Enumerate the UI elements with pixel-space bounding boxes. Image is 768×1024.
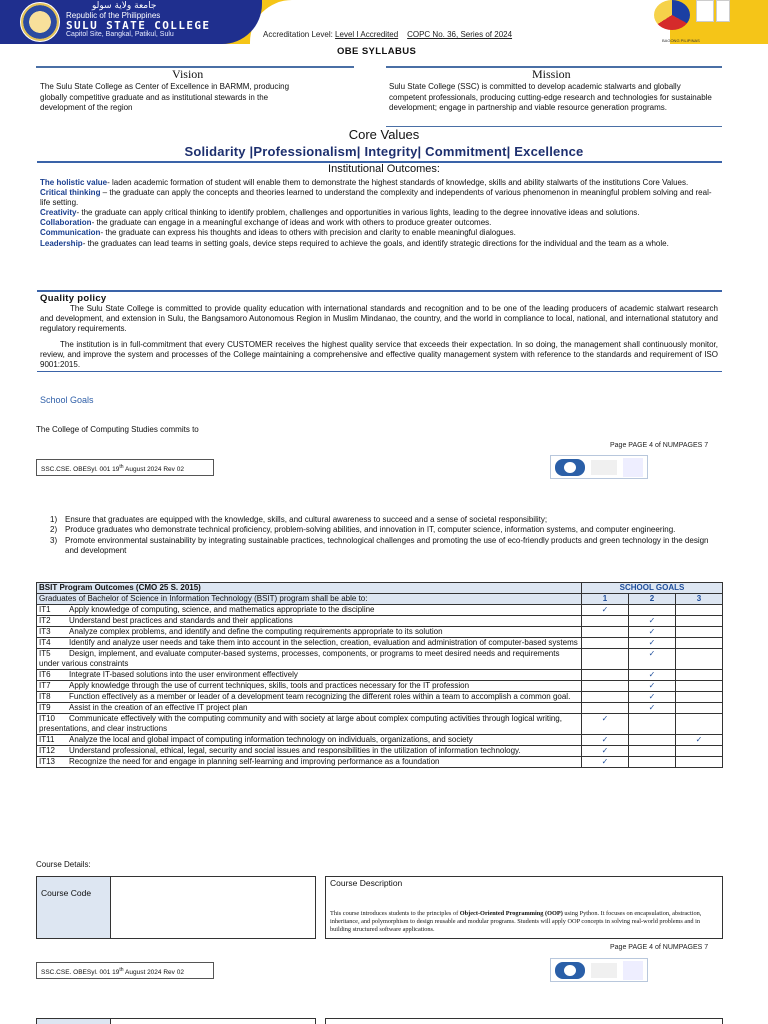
outcome-cell	[37, 735, 582, 746]
outcome-cell	[37, 605, 582, 616]
course-details-label: Course Details:	[36, 860, 91, 869]
goal-3-check	[676, 670, 723, 681]
outcome-cell	[37, 703, 582, 714]
outcome-code: IT11	[39, 735, 55, 744]
outcome-item	[40, 239, 720, 249]
certification-logos	[550, 455, 648, 479]
outcome-code: IT5	[39, 649, 51, 658]
next-page-label-cell	[37, 1019, 111, 1024]
goal-3-check	[676, 692, 723, 703]
table-row	[37, 703, 723, 714]
outcome-cell	[37, 627, 582, 638]
partner-logos	[654, 0, 750, 36]
arabic-name: جامعة ولاية سولو	[92, 1, 157, 11]
school-goals-header: SCHOOL GOALS	[582, 583, 723, 594]
goal-col-3: 3	[676, 594, 723, 605]
goal-1-check	[582, 692, 629, 703]
copc-number: COPC No. 36, Series of 2024	[407, 30, 513, 39]
outcome-code: IT6	[39, 670, 51, 679]
accreditation-prefix: Accreditation Level:	[263, 30, 336, 39]
quality-policy-paragraph-1: The Sulu State College is committed to provide quality education with international standards and recognition and to be one of the leading producers of academic stalwart research and development, and extension in Sulu, the Bangsamoro Autonomous Region in Muslim Mindanao, the country, and the world in compliance to local, national, and international statutory and regulatory requirements.	[40, 304, 718, 334]
table-row	[37, 638, 723, 649]
table-row	[37, 746, 723, 757]
outcome-item	[40, 208, 720, 218]
school-goal-item	[50, 515, 722, 525]
school-goal-item	[50, 536, 722, 557]
goal-3-check	[676, 714, 723, 735]
outcome-text: - laden academic formation of student will enable them to demonstrate the highest standards of knowledge, skills and ability stalwarts of the institutions Core Values.	[107, 178, 689, 187]
outcome-item	[40, 178, 720, 188]
doc-code: SSC.CSE. OBESyl. 001 19	[41, 969, 120, 977]
outcome-description: Apply knowledge of computing, science, and mathematics appropriate to the discipline	[69, 605, 375, 614]
goal-3-check	[676, 605, 723, 616]
outcome-description: Understand best practices and standards and their applications	[69, 616, 293, 625]
institutional-outcomes-title: Institutional Outcomes:	[328, 163, 440, 175]
outcome-code: IT4	[39, 638, 51, 647]
outcome-cell	[37, 714, 582, 735]
iso-logo	[591, 460, 617, 475]
goal-1-check	[582, 703, 629, 714]
outcome-cell	[37, 757, 582, 768]
outcome-description: Analyze the local and global impact of computing information technology on individuals, organizations, and society	[69, 735, 473, 744]
goal-2-check	[629, 605, 676, 616]
outcome-text: - the graduate can express his thoughts and ideas to others with precision and clarity to enable meaningful dialogues.	[100, 228, 516, 238]
page-number: Page PAGE 4 of NUMPAGES 7	[610, 944, 709, 951]
outcome-description: Identify and analyze user needs and take them into account in the selection, creation, evaluation and administration of computer-based systems	[69, 638, 578, 647]
course-desc-rest: using Python. It focuses on encapsulation, abstraction, inheritance, and polymorphism to design reusable and modular programs. Students will apply OOP concepts in solving real-world problems and in building structured software applications.	[330, 910, 702, 933]
outcome-code: IT10	[39, 714, 56, 723]
goal-1-check: ✓	[582, 735, 629, 746]
document-code-box	[36, 459, 214, 476]
college-address: Capitol Site, Bangkal, Patikul, Sulu	[66, 31, 174, 38]
outcome-description: Apply knowledge through the use of current techniques, skills, tools and practices necessary for the IT profession	[69, 681, 470, 690]
vision-text: The Sulu State College as Center of Excellence in BARMM, producing globally competitive graduate and as institutional stewards in the development of the region	[40, 82, 290, 112]
outcome-description: Analyze complex problems, and identify and define the computing requirements appropriate to its solution	[69, 627, 443, 636]
document-title: OBE SYLLABUS	[337, 46, 417, 57]
accreditation-logo	[623, 961, 643, 980]
quality-policy-rule	[37, 371, 722, 372]
goal-1-check	[582, 649, 629, 670]
goal-2-check: ✓	[629, 681, 676, 692]
outcome-code: IT7	[39, 681, 51, 690]
goal-1-check	[582, 616, 629, 627]
doc-code-date: August 2024 Rev 02	[123, 969, 184, 977]
goal-number: 3)	[50, 535, 58, 545]
table-row	[37, 616, 723, 627]
goal-3-check	[676, 649, 723, 670]
table-row	[37, 714, 723, 735]
outcome-item	[40, 188, 720, 208]
goal-text: Ensure that graduates are equipped with the knowledge, skills, and cultural awareness to succeed and a sense of societal responsibility;	[65, 515, 548, 524]
goal-2-check: ✓	[629, 670, 676, 681]
doc-code: SSC.CSE. OBESyl. 001 19	[41, 466, 120, 474]
goal-col-1: 1	[582, 594, 629, 605]
outcome-text: - the graduate can apply critical thinking to identify problem, challenges and opportunities in various lights, leading to the degree innovative ideas and solutions.	[76, 208, 640, 218]
table-header-row	[37, 583, 723, 594]
goal-number: 1)	[50, 515, 58, 524]
outcome-cell	[37, 649, 582, 670]
goal-2-check: ✓	[629, 638, 676, 649]
goal-1-check: ✓	[582, 746, 629, 757]
course-code-label: Course Code	[37, 877, 111, 938]
table-subheader-row	[37, 594, 723, 605]
goal-2-check	[629, 714, 676, 735]
goal-col-2: 2	[629, 594, 676, 605]
goal-3-check	[676, 746, 723, 757]
po-table-subtitle: Graduates of Bachelor of Science in Information Technology (BSIT) program shall be able to:	[37, 594, 582, 605]
accreditation-badge-icon	[716, 0, 730, 22]
outcome-description: Communicate effectively with the computing community and with society at large about complex computing activities through logical writing, presentations, and clear instructions	[39, 714, 562, 733]
outcome-cell	[37, 638, 582, 649]
goal-2-check	[629, 757, 676, 768]
outcome-code: IT12	[39, 746, 56, 755]
po-table-title: BSIT Program Outcomes (CMO 25 S. 2015)	[37, 583, 582, 594]
course-desc-intro: This course introduces students to the principles of	[330, 910, 460, 917]
outcome-code: IT3	[39, 627, 51, 636]
outcome-keyword: Leadership	[40, 238, 83, 248]
quality-policy-paragraph-2: The institution is in full-commitment that every CUSTOMER receives the highest quality service that exceeds their expectation. In so doing, the management shall continuously monitor, review, and improve the system and processes of the College maintaining a comprehensive and effective quality management system with reference to the standards and requirement of ISO 9001:2015.	[40, 340, 718, 370]
certification-logos	[550, 958, 648, 982]
outcome-cell	[37, 692, 582, 703]
outcome-item	[40, 218, 720, 228]
doc-code-date: August 2024 Rev 02	[123, 466, 184, 474]
school-goals-list	[50, 515, 722, 556]
outcome-cell	[37, 746, 582, 757]
table-row	[37, 649, 723, 670]
outcome-code: IT2	[39, 616, 51, 625]
goal-3-check	[676, 703, 723, 714]
goal-1-check: ✓	[582, 757, 629, 768]
school-goals-intro: The College of Computing Studies commits to	[36, 425, 199, 434]
table-row	[37, 735, 723, 746]
outcome-code: IT1	[39, 605, 51, 614]
socotec-logo	[555, 962, 585, 979]
outcome-text: - the graduates can lead teams in setting goals, device steps required to achieve the goals, and identify strategic directions for the individual and the team as a whole.	[82, 238, 669, 248]
goal-3-check	[676, 616, 723, 627]
outcome-keyword: Collaboration	[40, 218, 92, 228]
goal-1-check: ✓	[582, 714, 629, 735]
program-outcomes-table	[36, 582, 723, 768]
course-code-box	[36, 876, 316, 939]
document-code-box	[36, 962, 214, 979]
goal-2-check	[629, 735, 676, 746]
outcome-keyword: Critical thinking	[40, 188, 101, 198]
table-row	[37, 627, 723, 638]
school-goals-title: School Goals	[40, 395, 94, 405]
table-row	[37, 670, 723, 681]
outcome-code: IT8	[39, 692, 51, 701]
bagong-pilipinas-caption: BAGONG PILIPINAS	[662, 38, 700, 43]
bagong-pilipinas-logo	[654, 0, 690, 30]
goal-2-check: ✓	[629, 616, 676, 627]
goal-1-check	[582, 670, 629, 681]
outcome-keyword: Communication	[40, 228, 101, 238]
iso-certification-icon	[696, 0, 714, 22]
table-row	[37, 692, 723, 703]
course-description-label: Course Description	[330, 878, 403, 888]
vision-title: Vision	[172, 67, 204, 81]
goal-text: Promote environmental sustainability by integrating sustainable practices, technological challenges and promoting the use of eco-friendly products and green technology in the design and development	[65, 535, 709, 555]
outcome-cell	[37, 616, 582, 627]
mission-title: Mission	[532, 67, 571, 81]
table-row	[37, 757, 723, 768]
outcome-code: IT13	[39, 757, 56, 766]
accreditation-logo	[623, 458, 643, 477]
goal-2-check: ✓	[629, 627, 676, 638]
table-row	[37, 605, 723, 616]
outcome-cell	[37, 681, 582, 692]
next-page-description-top	[325, 1018, 723, 1024]
goal-1-check	[582, 627, 629, 638]
goal-text: Produce graduates who demonstrate technical proficiency, problem-solving abilities, and innovation in IT, computer science, information systems, and computer engineering.	[65, 525, 676, 535]
course-desc-topic: Object-Oriented Programming (OOP)	[459, 910, 563, 917]
outcome-cell	[37, 670, 582, 681]
iso-logo	[591, 963, 617, 978]
goal-number: 2)	[50, 525, 58, 535]
outcome-item	[40, 228, 720, 238]
outcome-text: – the graduate can apply the concepts and theories learned to understand the complexity and independents of various phenomenon in meaningful problem solving and real-life setting.	[40, 188, 712, 208]
outcome-description: Integrate IT-based solutions into the user environment effectively	[69, 670, 298, 679]
outcome-description: Understand professional, ethical, legal, security and social issues and responsibilities in the utilization of information technology.	[69, 746, 521, 755]
next-page-table-top	[36, 1018, 316, 1024]
outcome-keyword: The holistic value	[40, 178, 108, 187]
outcome-description: Function effectively as a member or leader of a development team recognizing the different roles within a team to accomplish a common goal.	[69, 692, 571, 701]
outcomes-rule	[37, 290, 722, 292]
accreditation-line	[263, 30, 512, 39]
course-description-text	[330, 910, 720, 934]
outcome-text: - the graduate can engage in a meaningful exchange of ideas and work with others to produce greater outcomes.	[91, 218, 492, 228]
table-row	[37, 681, 723, 692]
program-outcomes-rows	[37, 605, 723, 768]
goal-3-check	[676, 627, 723, 638]
goal-2-check: ✓	[629, 692, 676, 703]
goal-3-check	[676, 757, 723, 768]
course-description-box	[325, 876, 723, 939]
core-values-list: Solidarity |Professionalism| Integrity| Commitment| Excellence	[184, 144, 584, 159]
page-number: Page PAGE 4 of NUMPAGES 7	[610, 442, 709, 449]
doc-code-sup: th	[119, 464, 124, 470]
institutional-outcomes-list	[40, 178, 720, 249]
goal-1-check	[582, 681, 629, 692]
core-values-title: Core Values	[348, 127, 420, 142]
goal-2-check: ✓	[629, 649, 676, 670]
outcome-code: IT9	[39, 703, 51, 712]
mission-text: Sulu State College (SSC) is committed to develop academic stalwarts and globally competent professionals, producing cutting-edge research and technologies for sustainable development; engage in partnership and viable resource generation programs.	[389, 82, 712, 112]
socotec-logo	[555, 459, 585, 476]
accreditation-level: Level I Accredited	[335, 30, 399, 39]
school-goal-item	[50, 525, 722, 535]
outcome-description: Design, implement, and evaluate computer-based systems, processes, components, or programs to meet desired needs and requirements under various constraints	[39, 649, 560, 668]
goal-3-check	[676, 638, 723, 649]
quality-policy-title: Quality policy	[40, 293, 107, 304]
goal-1-check: ✓	[582, 605, 629, 616]
outcome-keyword: Creativity	[40, 208, 77, 218]
college-name: SULU STATE COLLEGE	[66, 19, 211, 32]
goal-2-check	[629, 746, 676, 757]
outcome-description: Recognize the need for and engage in planning self-learning and improving performance as a foundation	[69, 757, 440, 766]
goal-2-check: ✓	[629, 703, 676, 714]
goal-3-check: ✓	[676, 735, 723, 746]
doc-code-sup: th	[119, 967, 124, 973]
republic-label: Republic of the Philippines	[66, 11, 161, 20]
outcome-description: Assist in the creation of an effective IT project plan	[69, 703, 248, 712]
college-seal-logo	[20, 2, 60, 42]
goal-3-check	[676, 681, 723, 692]
goal-1-check	[582, 638, 629, 649]
